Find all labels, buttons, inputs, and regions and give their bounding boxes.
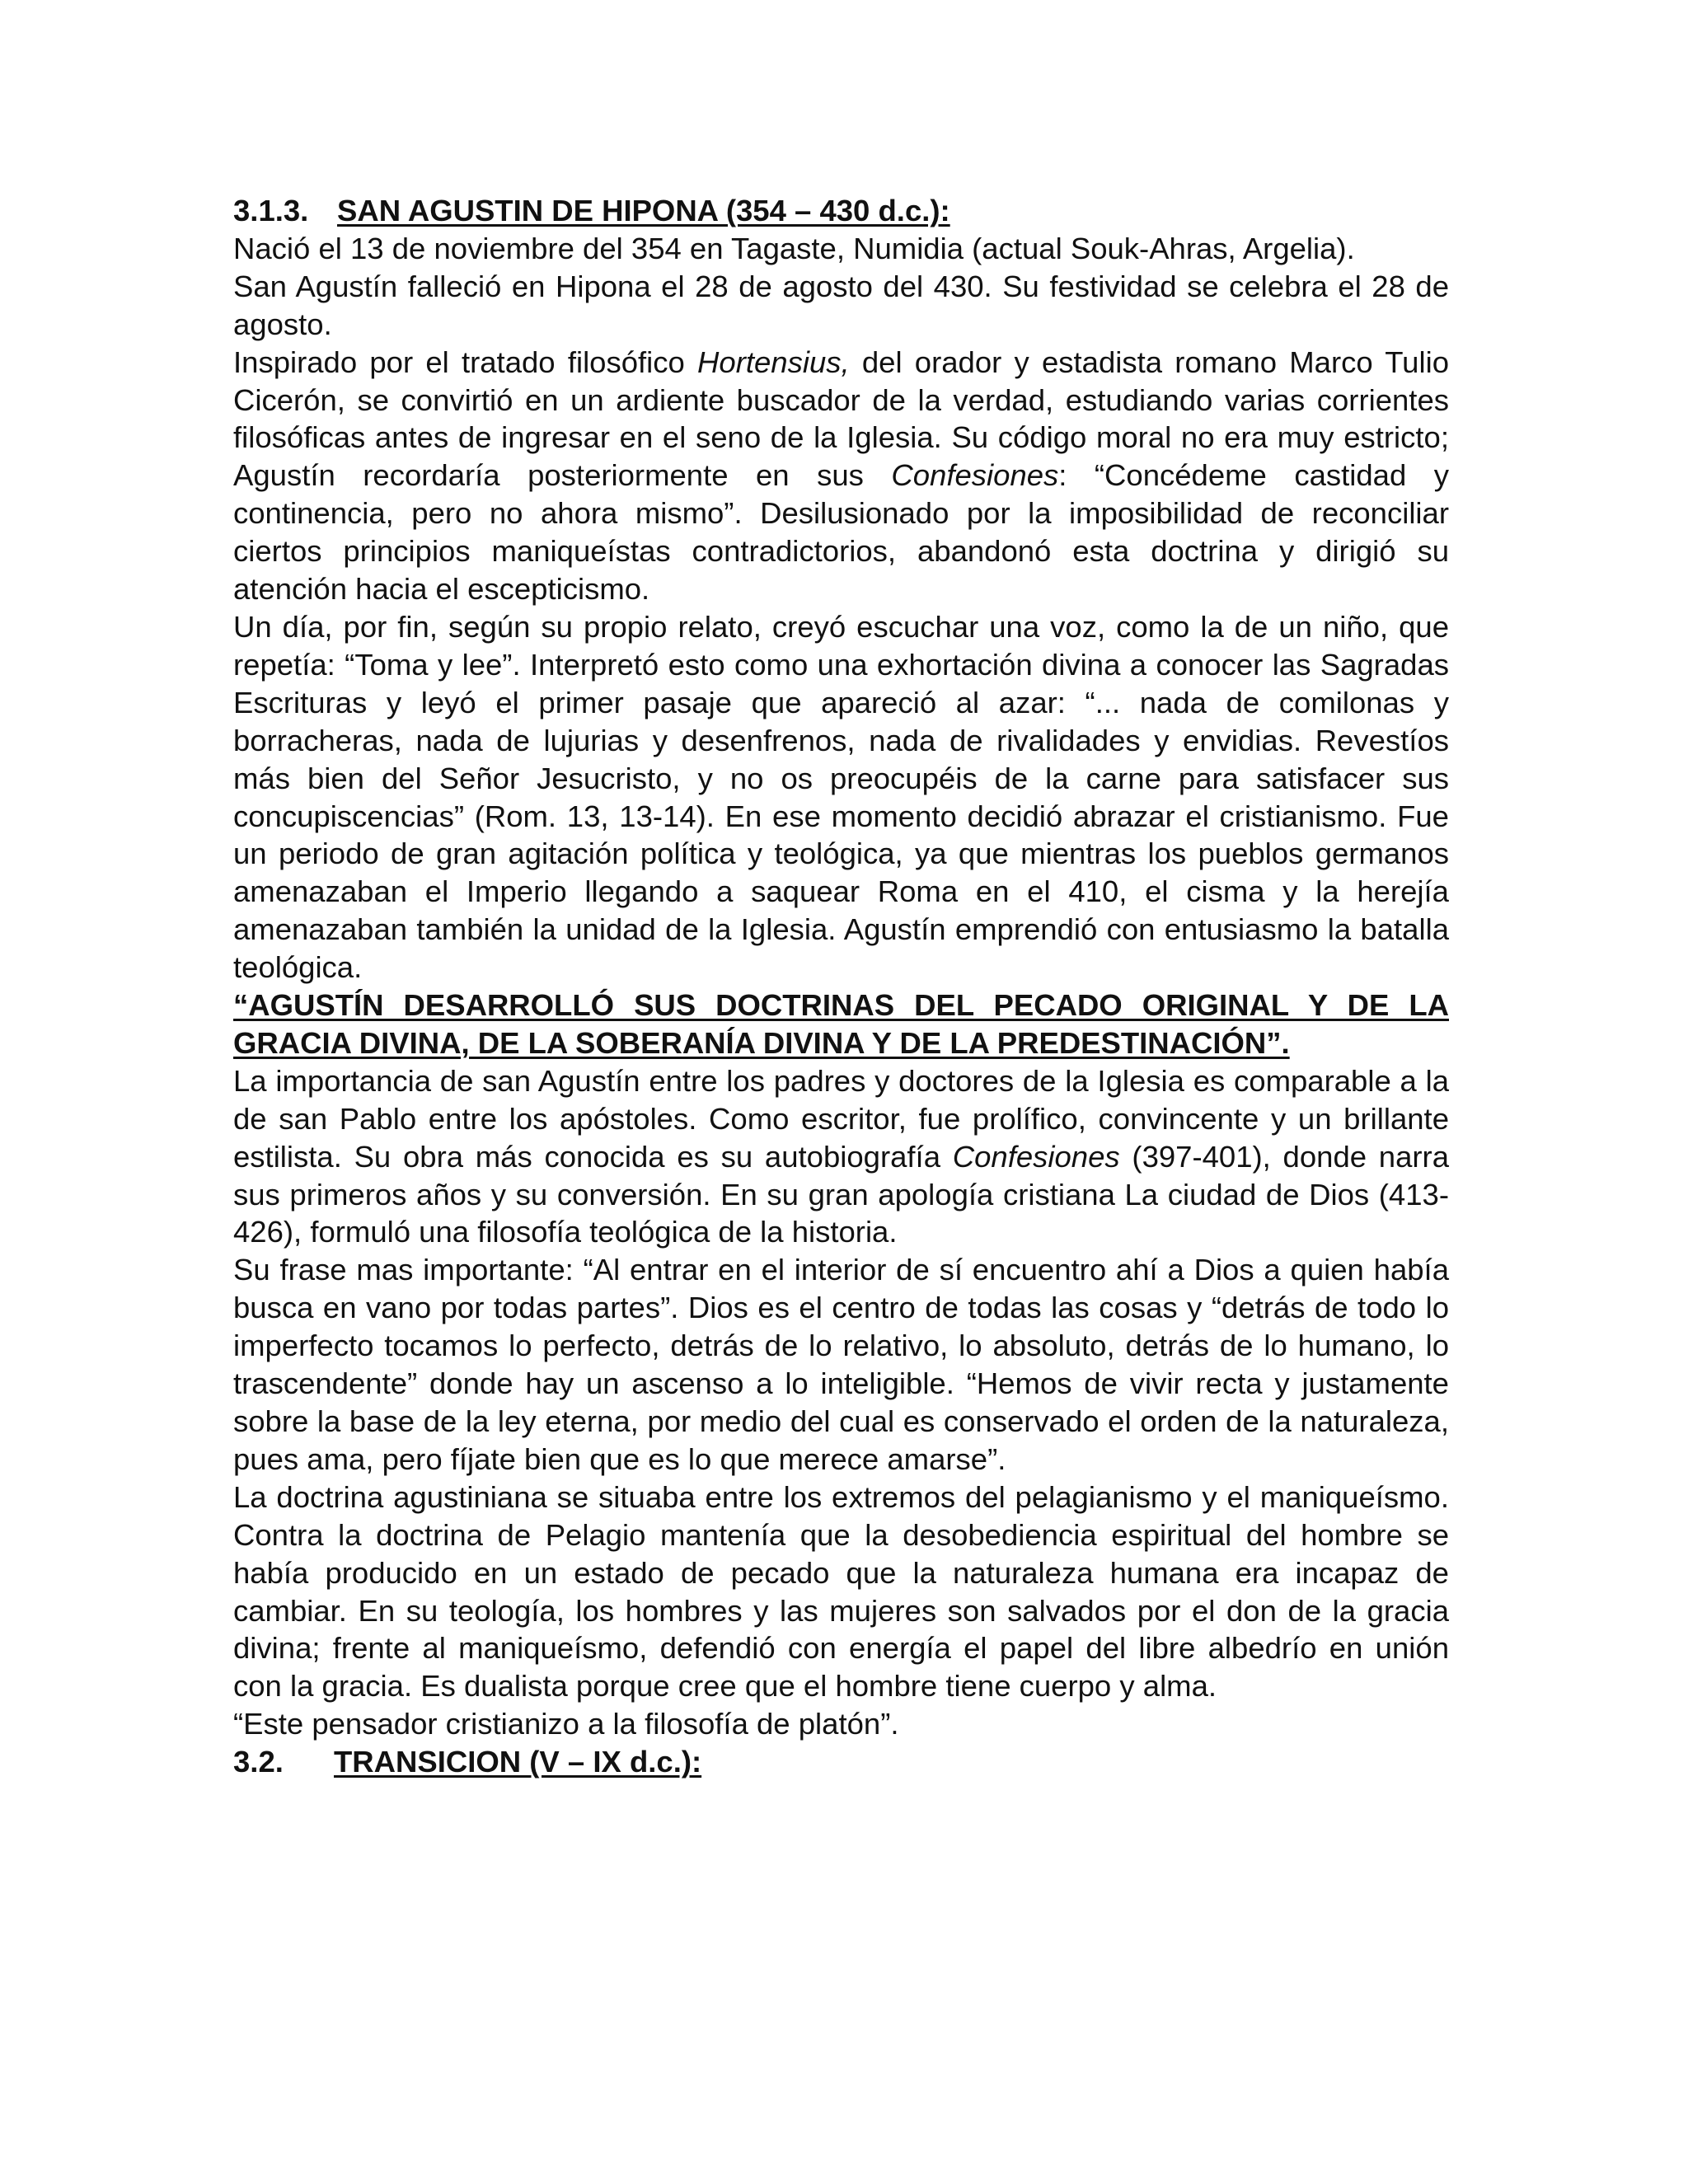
italic-title-confesiones: Confesiones xyxy=(891,458,1059,493)
section-heading-3-2 xyxy=(233,1743,1449,1781)
importance-paragraph xyxy=(233,1062,1449,1252)
doctrine-paragraph: La doctrina agustiniana se situaba entre los extremos del pelagianismo y el maniqueísmo. Contra la doctrina de Pelagio mantenía que la desobediencia espiritual del hombre se había producido en un estado de pecado que la naturaleza humana era incapaz de cambiar. En su teología, los hombres y las mujeres son salvados por el don de la gracia divina; frente al maniqueísmo, defendió con energía el papel del libre albedrío en unión con la gracia. Es dualista porque cree que el hombre tiene cuerpo y alma. xyxy=(233,1479,1449,1704)
italic-title-confesiones: Confesiones xyxy=(952,1139,1120,1174)
inspiration-paragraph xyxy=(233,344,1449,608)
death-paragraph: San Agustín falleció en Hipona el 28 de agosto del 430. Su festividad se celebra el 28 de agosto. xyxy=(233,269,1449,341)
section-number: 3.2. xyxy=(233,1745,284,1779)
text-run: del orador y estadista romano Marco Tulio Cicerón, se convirtió en un ardiente buscador de la verdad, estudiando varias corrientes filosóficas antes de ingresar en el seno de la Iglesia. Su código moral no era muy estricto; Agustín recordaría posteriormente en sus xyxy=(233,344,1449,493)
text-run: La importancia de san Agustín entre los padres y doctores de la Iglesia es comparable a la de san Pablo entre los apóstoles. Como escritor, fue prolífico, convincente y un brillante estilista. Su obra más conocida es su autobiografía xyxy=(233,1063,1449,1174)
section-title: SAN AGUSTIN DE HIPONA (354 – 430 d.c.): xyxy=(337,194,950,227)
document-page xyxy=(233,192,1449,1781)
section-heading-3-1-3 xyxy=(233,192,1449,230)
text-run: (397-401), donde narra sus primeros años y su conversión. En su gran apología cristiana La ciudad de Dios (413-426), formuló una filosofía teológica de la historia. xyxy=(233,1139,1450,1249)
birth-paragraph: Nació el 13 de noviembre del 354 en Tagaste, Numidia (actual Souk-Ahras, Argelia). xyxy=(233,231,1355,265)
text-run: : “Concédeme castidad y continencia, pero no ahora mismo”. Desilusionado por la imposibilidad de reconciliar ciertos principios maniqueístas contradictorios, abandonó esta doctrina y dirigió su atención hacia el escepticismo. xyxy=(233,458,1450,607)
plato-quote: “Este pensador cristianizo a la filosofía de platón”. xyxy=(233,1707,899,1741)
italic-title-hortensius: Hortensius, xyxy=(697,344,850,379)
conversion-paragraph: Un día, por fin, según su propio relato, creyó escuchar una voz, como la de un niño, que repetía: “Toma y lee”. Interpretó esto como una exhortación divina a conocer las Sagradas Escrituras y leyó el primer pasaje que apareció al azar: “... nada de comilonas y borracheras, nada de lujurias y desenfrenos, nada de rivalidades y envidias. Revestíos más bien del Señor Jesucristo, y no os preocupéis de la carne para satisfacer sus concupiscencias” (Rom. 13, 13-14). En ese momento decidió abrazar el cristianismo. Fue un periodo de gran agitación política y teológica, ya que mientras los pueblos germanos amenazaban el Imperio llegando a saquear Roma en el 410, el cisma y la herejía amenazaban también la unidad de la Iglesia. Agustín emprendió con entusiasmo la batalla teológica. xyxy=(233,609,1449,985)
section-title: TRANSICION (V – IX d.c.): xyxy=(334,1745,702,1779)
doctrines-emphasis: “AGUSTÍN DESARROLLÓ SUS DOCTRINAS DEL PECADO ORIGINAL Y DE LA GRACIA DIVINA, DE LA SOBERANÍA DIVINA Y DE LA PREDESTINACIÓN”. xyxy=(233,988,1449,1060)
important-phrase-paragraph: Su frase mas importante: “Al entrar en el interior de sí encuentro ahí a Dios a quien había busca en vano por todas partes”. Dios es el centro de todas las cosas y “detrás de todo lo imperfecto tocamos lo perfecto, detrás de lo relativo, lo absoluto, detrás de lo humano, lo trascendente” donde hay un ascenso a lo inteligible. “Hemos de vivir recta y justamente sobre la base de la ley eterna, por medio del cual es conservado el orden de la naturaleza, pues ama, pero fíjate bien que es lo que merece amarse”. xyxy=(233,1253,1449,1476)
section-number: 3.1.3. xyxy=(233,194,309,227)
text-run: Inspirado por el tratado filosófico xyxy=(233,344,698,379)
